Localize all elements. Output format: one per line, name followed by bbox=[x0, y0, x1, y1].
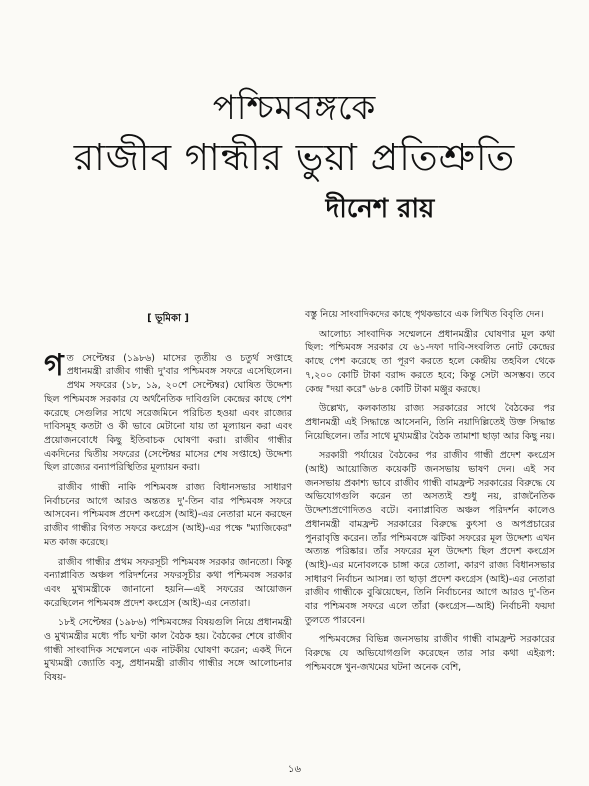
paragraph: পশ্চিমবঙ্গের বিভিন্ন জনসভায় রাজীব গান্ধী বামফ্রন্ট সরকারের বিরুদ্ধে যে অভিযোগগুলি করেছেন তার সার কথা এইরূপ: পশ্চিমবঙ্গে খুন-জখমের ঘটনা অনেক বেশি, bbox=[305, 634, 555, 673]
paragraph bbox=[44, 347, 292, 475]
paragraph: ১৮ই সেপ্টেম্বর (১৯৮৬) পশ্চিমবঙ্গের বিষয়গুলি নিয়ে প্রধানমন্ত্রী ও মুখ্যমন্ত্রীর মধ্যে পাঁচ ঘণ্টা কাল বৈঠক হয়। বৈঠকের শেষে রাজীব গান্ধী সাংবাদিক সম্মেলনে এক নাটকীয় ঘোষণা করেন; একই দিনে মুখ্যমন্ত্রী জ্যোতি বসু, প্রধানমন্ত্রী রাজীব গান্ধীর সঙ্গে আলোচনার বিষয়- bbox=[44, 617, 292, 684]
left-column bbox=[44, 312, 292, 691]
right-column bbox=[305, 308, 555, 681]
article-author: দীনেশ রায় bbox=[325, 194, 435, 224]
drop-cap: গ bbox=[44, 347, 64, 383]
paragraph-text: ত সেপ্টেম্বর (১৯৮৬) মাসের তৃতীয় ও চতুর্থ সপ্তাহে প্রধানমন্ত্রী রাজীব গান্ধী দু'বার পশ্চিমবঙ্গ সফরে এসেছিলেন। প্রথম সফরের (১৮, ১৯, ২০শে সেপ্টেম্বর) ঘোষিত উদ্দেশ্য ছিল পশ্চিমবঙ্গ সরকার যে অর্থনৈতিক দাবিগুলি কেন্দ্রের কাছে পেশ করেছে সেগুলির সাথে সরেজমিনে পরিচিত হওয়া এবং রাজ্যের দাবিসমূহ কতটা ও কী ভাবে মেটানো যায় তা মূল্যায়ন করা এবং প্রয়োজনবোধে কিছু ইতিবাচক ঘোষণা করা। রাজীব গান্ধীর একদিনের দ্বিতীয় সফরের (সেপ্টেম্বর মাসের শেষ সপ্তাহে) উদ্দেশ্য ছিল রাজ্যের বন্যাপরিস্থিতির মূল্যায়ন করা। bbox=[44, 352, 292, 474]
paragraph: আলোচ্য সাংবাদিক সম্মেলনে প্রধানমন্ত্রীর ঘোষণার মূল কথা ছিল: পশ্চিমবঙ্গ সরকার যে ৬১-দফা দাবি-সংবলিত নোট কেন্দ্রের কাছে পেশ করেছে তা পূরণ করতে হলে কেন্দ্রীয় তহবিল থেকে ৭,২০০ কোটি টাকা বরাদ্দ করতে হবে; কিন্তু সেটা অসম্ভব। তবে কেন্দ্র "দয়া করে" ৬৮৪ কোটি টাকা মঞ্জুর করছে। bbox=[305, 328, 555, 395]
page-number: ১৬ bbox=[288, 764, 301, 775]
paragraph: উল্লেখ্য, কলকাতায় রাজ্য সরকারের সাথে বৈঠকের পর প্রধানমন্ত্রী এই সিদ্ধান্তে আসেননি, তিনি নয়াদিল্লিতেই উক্ত সিদ্ধান্ত নিয়েছিলেন। তাঁর সাথে মুখ্যমন্ত্রীর বৈঠক তামাশা ছাড়া আর কিছু নয়। bbox=[305, 403, 555, 442]
paragraph: সরকারী পর্যায়ের বৈঠকের পর রাজীব গান্ধী প্রদেশ কংগ্রেস (আই) আয়োজিত কয়েকটি জনসভায় ভাষণ দেন। এই সব জনসভায় প্রকাশ্য ভাবে রাজীব গান্ধী বামফ্রন্ট সরকারের বিরুদ্ধে যে অভিযোগগুলি করেন তা অসত্যই শুধু নয়, রাজনৈতিক উদ্দেশ্যপ্রণোদিতও বটে। বন্যাপ্লাবিত অঞ্চল পরিদর্শন কালেও প্রধানমন্ত্রী বামফ্রন্ট সরকারের বিরুদ্ধে কুৎসা ও অপপ্রচারের পুনরাবৃত্তি করেন। তাঁর পশ্চিমবঙ্গে ঝটিকা সফরের মূল উদ্দেশ্য এখন অত্যন্ত পরিষ্কার। তাঁর সফরের মূল উদ্দেশ্য ছিল প্রদেশ কংগ্রেস (আই)-এর মনোবলকে চাঙ্গা করে তোলা, কারণ রাজ্য বিধানসভার সাধারণ নির্বাচন আসন্ন। তা ছাড়া প্রদেশ কংগ্রেস (আই)-এর নেতারা রাজীব গান্ধীকে বুঝিয়েছেন, তিনি নির্বাচনের আগে আরও দু'-তিন বার পশ্চিমবঙ্গ সফরে এলে তাঁরা (কংগ্রেস—আই) নির্বাচনী ফয়দা তুলতে পারবেন। bbox=[305, 450, 555, 626]
article-title-line1: পশ্চিমবঙ্গকে bbox=[212, 88, 377, 128]
section-heading: [ ভূমিকা ] bbox=[147, 313, 189, 324]
paragraph: রাজীব গান্ধীর প্রথম সফরসূচী পশ্চিমবঙ্গ সরকার জানতো। কিন্তু বন্যাপ্লাবিত অঞ্চল পরিদর্শনের সফরসূচীর কথা পশ্চিমবঙ্গ সরকার এবং মুখ্যমন্ত্রীকে জানানো হয়নি—এই সফরের আয়োজন করেছিলেন পশ্চিমবঙ্গ প্রদেশ কংগ্রেস (আই)-এর নেতারা। bbox=[44, 556, 292, 609]
paragraph: বস্তু নিয়ে সাংবাদিকদের কাছে পৃথকভাবে এক লিখিত বিবৃতি দেন। bbox=[305, 309, 544, 320]
paragraph: রাজীব গান্ধী নাকি পশ্চিমবঙ্গ রাজ্য বিধানসভার সাধারণ নির্বাচনের আগে আরও অন্ততঃ দু'-তিন বার পশ্চিমবঙ্গ সফরে আসবেন। পশ্চিমবঙ্গ প্রদেশ কংগ্রেস (আই)-এর নেতারা মনে করছেন রাজীব গান্ধীর বিগত সফরে কংগ্রেস (আই)-এর পক্ষে "ম্যাজিকের" মত কাজ করেছে। bbox=[44, 482, 292, 548]
article-title-line2: রাজীব গান্ধীর ভুয়া প্রতিশ্রুতি bbox=[73, 136, 516, 179]
